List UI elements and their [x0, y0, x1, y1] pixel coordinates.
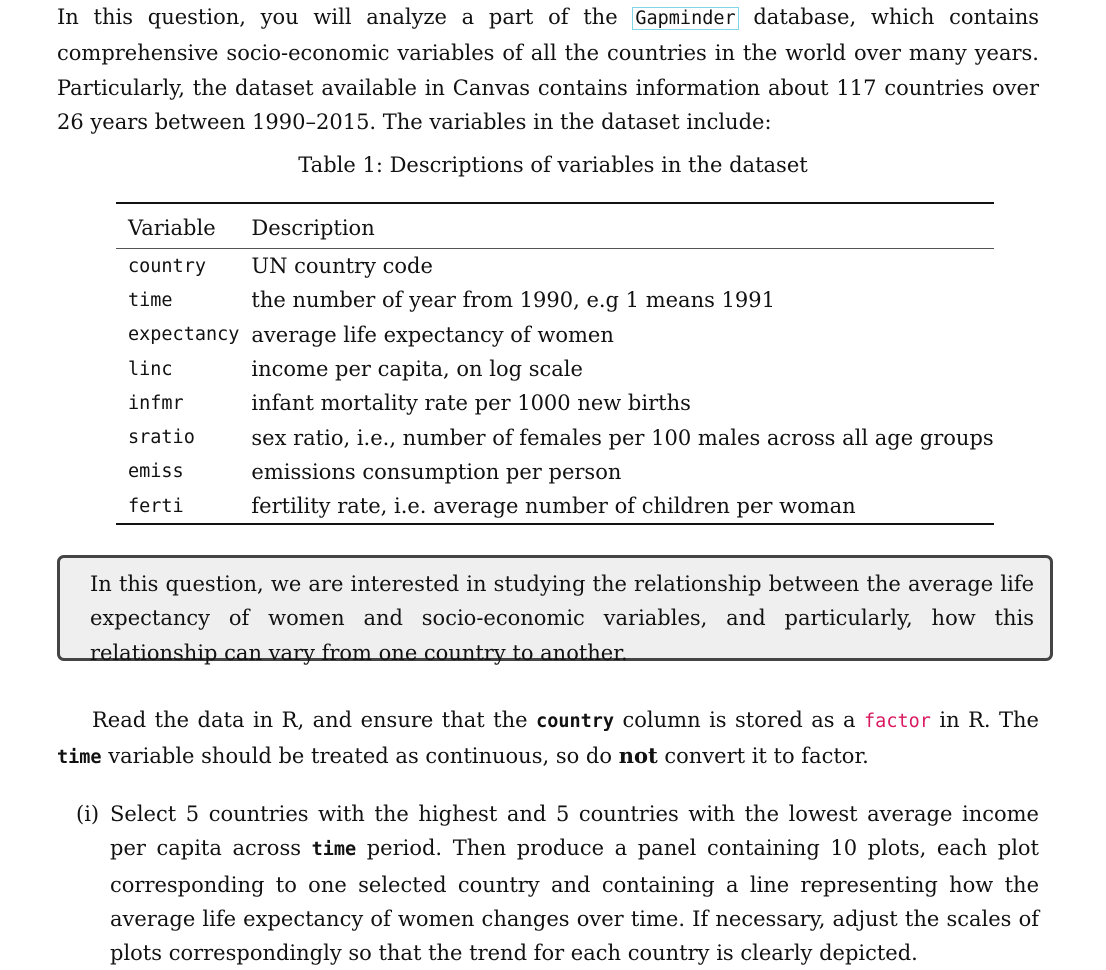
- description-cell: UN country code: [251, 254, 433, 279]
- table-row: [116, 249, 994, 284]
- header-description: Description: [251, 216, 375, 240]
- description-cell: infant mortality rate per 1000 new births: [251, 391, 691, 416]
- question-label: (i): [76, 802, 100, 826]
- variable-cell: ferti: [128, 495, 184, 517]
- description-cell: income per capita, on log scale: [251, 357, 583, 382]
- instructions-text-2: column is stored as a: [614, 708, 865, 732]
- description-cell: fertility rate, i.e. average number of children per woman: [251, 494, 856, 519]
- time-code: time: [57, 747, 102, 769]
- instructions-text-1: Read the data in R, and ensure that the: [92, 708, 537, 732]
- variable-cell: sratio: [128, 427, 195, 449]
- header-variable: Variable: [128, 216, 216, 240]
- description-cell: the number of year from 1990, e.g 1 means 1991: [251, 288, 775, 313]
- country-code: country: [536, 711, 615, 732]
- table-row: [116, 318, 994, 352]
- intro-paragraph: [57, 0, 1039, 139]
- instructions-text-5: convert it to factor.: [657, 744, 869, 769]
- description-cell: sex ratio, i.e., number of females per 100 males across all age groups: [251, 425, 994, 450]
- variable-cell: linc: [128, 358, 173, 380]
- variable-cell: country: [128, 255, 206, 277]
- question-body: [110, 797, 1039, 970]
- gapminder-code[interactable]: Gapminder: [632, 7, 738, 30]
- table-caption: Table 1: Descriptions of variables in the dataset: [298, 153, 808, 177]
- table-row: [116, 489, 994, 524]
- table-row: [116, 386, 994, 420]
- question-text-2: period. Then produce a panel containing 10 plots, each plot corresponding to one selected country and containing a line representing how the average life expectancy of women changes over time. If necessary, adjust the scales of plots correspondingly so that the trend for each country is clearly depicted.: [110, 836, 1039, 966]
- table-row: [116, 420, 994, 454]
- intro-text-1: In this question, you will analyze a part of the: [57, 5, 633, 29]
- variable-cell: infmr: [128, 392, 184, 414]
- question-item-i: [76, 797, 1039, 970]
- instructions-text-3: in R. The: [930, 708, 1039, 732]
- table-header-row: [116, 203, 994, 249]
- instructions-text-4: variable should be treated as continuous, so do: [101, 744, 619, 769]
- factor-code: factor: [864, 711, 931, 732]
- table-row: [116, 455, 994, 489]
- variable-cell: time: [128, 289, 173, 311]
- table-row: [116, 283, 994, 317]
- intro-text-2: database, which contains comprehensive socio-economic variables of all the countries in the world over many years. Particularly, the dataset available in Canvas contains information about 117 countries over 26 years between 1990–2015. The variables in the dataset include:: [57, 5, 1040, 134]
- description-cell: emissions consumption per person: [251, 459, 622, 484]
- time-code: time: [311, 839, 357, 861]
- note-box: In this question, we are interested in studying the relationship between the average life expectancy of women and socio-economic variables, and particularly, how this relationship can vary from one country to another.: [57, 555, 1053, 661]
- description-cell: average life expectancy of women: [251, 322, 614, 347]
- question-text-1: Select 5 countries with the highest and 5 countries with the lowest average income per capita across: [110, 802, 1039, 861]
- not-emphasis: not: [618, 743, 658, 769]
- variables-table: [116, 202, 994, 525]
- instructions-paragraph: [57, 703, 1039, 776]
- variable-cell: emiss: [128, 461, 184, 483]
- table-row: [116, 352, 994, 386]
- variable-cell: expectancy: [128, 324, 240, 346]
